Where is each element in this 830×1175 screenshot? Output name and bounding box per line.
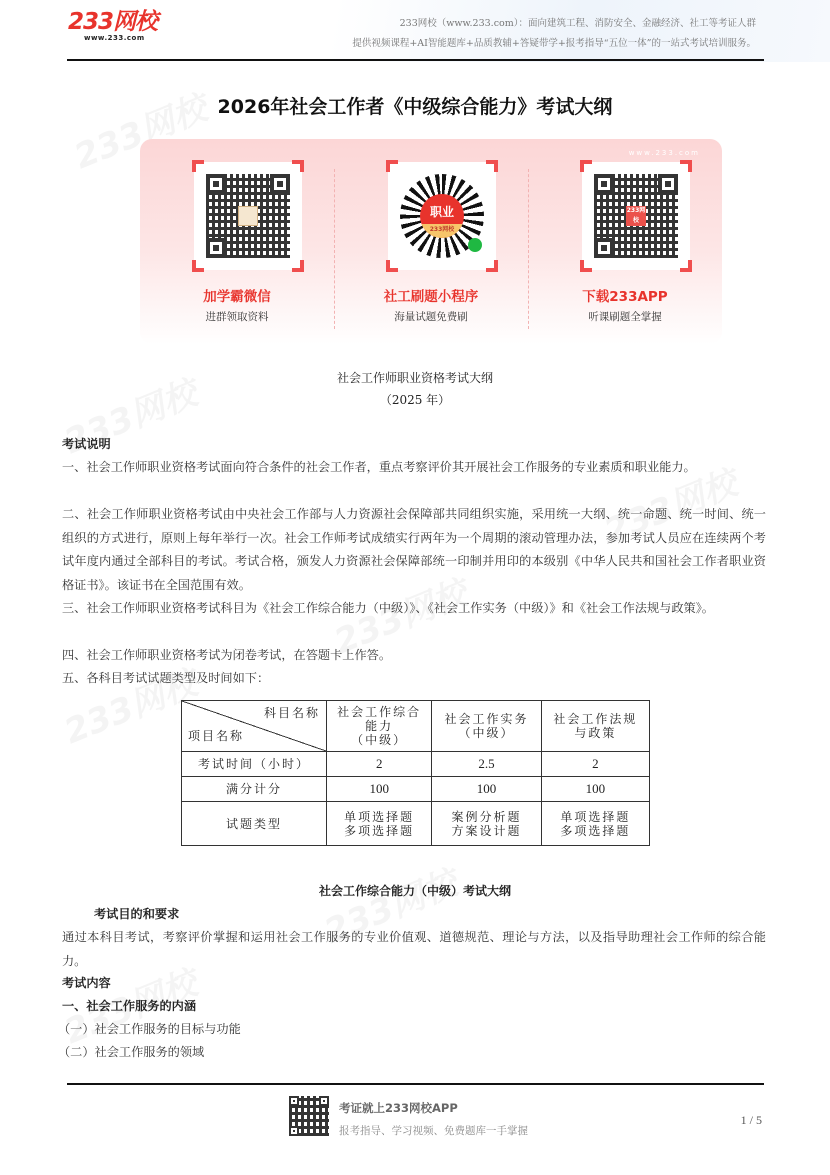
exam-subjects-table — [181, 700, 650, 846]
page-number: 1 / 5 — [740, 1113, 762, 1127]
promo-card-subtitle: 海量试题免费刷 — [394, 311, 468, 323]
logo-url: www.233.com — [84, 34, 145, 42]
promo-card-app[interactable] — [528, 139, 722, 344]
brand-logo[interactable] — [68, 10, 157, 42]
header-divider — [67, 59, 764, 61]
wechat-mini-program-icon — [468, 238, 482, 252]
table-cell: 2.5 — [432, 752, 541, 777]
row-label: 考试时间（小时） — [182, 752, 327, 777]
section-exam-description: 考试说明 — [62, 437, 111, 451]
footer-qr-code[interactable] — [289, 1096, 329, 1136]
promo-card-mini-program[interactable] — [334, 139, 528, 344]
purpose-heading: 考试目的和要求 — [94, 907, 180, 921]
table-cell: 单项选择题 多项选择题 — [541, 802, 649, 846]
content-heading: 考试内容 — [62, 976, 111, 990]
tagline-line-1: 233网校（www.233.com）：面向建筑工程、消防安全、金融经济、社工等考证人群 — [399, 18, 756, 29]
wechat-qr-code[interactable] — [194, 162, 302, 270]
paragraph-3: 三、社会工作师职业资格考试科目为《社会工作综合能力（中级）》、《社会工作实务（中级）》和《社会工作法规与政策》。 — [62, 601, 714, 615]
paragraph-4: 四、社会工作师职业资格考试为闭卷考试，在答题卡上作答。 — [62, 648, 392, 662]
table-cell: 100 — [541, 777, 649, 802]
promo-card-title: 社工刷题小程序 — [383, 289, 479, 305]
app-qr-code[interactable] — [582, 162, 690, 270]
footer-title: 考证就上233网校APP — [339, 1101, 458, 1115]
doc-year: （2025 年） — [379, 393, 451, 407]
mini-program-code-icon — [400, 174, 484, 258]
promo-card-title: 下载233APP — [582, 289, 668, 305]
corner-item-label: 项目名称 — [188, 729, 245, 743]
column-header: 社会工作综合 能力 （中级） — [327, 701, 432, 752]
table-row — [182, 777, 650, 802]
table-cell: 2 — [541, 752, 649, 777]
promo-banner — [140, 139, 722, 344]
table-row — [182, 752, 650, 777]
tagline-line-2: 提供视频课程+AI智能题库+品质教辅+答疑带学+报考指导“五位一体”的一站式考试培训服务。 — [352, 38, 756, 49]
purpose-text: 通过本科目考试，考察评价掌握和运用社会工作服务的专业价值观、道德规范、理论与方法，以及指导助理社会工作师的综合能力。 — [62, 930, 766, 968]
mini-program-code[interactable] — [388, 162, 496, 270]
paragraph-1: 一、社会工作师职业资格考试面向符合条件的社会工作者，重点考察评价其开展社会工作服务的专业素质和职业能力。 — [62, 460, 696, 474]
row-label: 满分计分 — [182, 777, 327, 802]
app-logo-badge: 233网校 — [626, 207, 646, 224]
promo-card-title: 加学霸微信 — [203, 289, 271, 305]
promo-url: www.233.com — [628, 149, 700, 157]
table-cell: 2 — [327, 752, 432, 777]
page-header — [0, 0, 830, 62]
promo-card-subtitle: 听课刷题全掌握 — [588, 311, 662, 323]
table-cell: 100 — [432, 777, 541, 802]
paragraph-2: 二、社会工作师职业资格考试由中央社会工作部与人力资源社会保障部共同组织实施，采用统一大纲、统一命题、统一时间、统一组织的方式进行，原则上每年举行一次。社会工作师考试成绩实行两年为一个周期的滚动管理办法，参加考试人员应在连续两个考试年度内通过全部科目的考试。考试合格，颁发人力资源社会保障部统一印制并用印的本级别《中华人民共和国社会工作者职业资格证书》。该证书在全国范围有效。 — [62, 507, 766, 592]
outline-heading: 社会工作综合能力（中级）考试大纲 — [318, 884, 511, 898]
table-corner-cell — [182, 701, 327, 752]
column-header: 社会工作实务 （中级） — [432, 701, 541, 752]
avatar-icon — [238, 206, 258, 226]
footer-subtitle: 报考指导、学习视频、免费题库一手掌握 — [339, 1125, 528, 1137]
doc-heading: 社会工作师职业资格考试大纲 — [336, 371, 493, 385]
table-cell: 单项选择题 多项选择题 — [327, 802, 432, 846]
outline-item: （二）社会工作服务的领域 — [58, 1045, 205, 1059]
logo-text: 233网校 — [68, 9, 158, 35]
promo-card-wechat[interactable] — [140, 139, 334, 344]
row-label: 试题类型 — [182, 802, 327, 846]
page-title: 2026年社会工作者《中级综合能力》考试大纲 — [217, 96, 613, 118]
table-row — [182, 802, 650, 846]
chapter-1-heading: 一、社会工作服务的内涵 — [62, 999, 197, 1013]
header-tagline — [352, 14, 756, 54]
column-header: 社会工作法规 与政策 — [541, 701, 649, 752]
table-header-row — [182, 701, 650, 752]
footer-divider — [67, 1083, 764, 1085]
qr-code-icon — [594, 174, 678, 258]
qr-code-icon — [206, 174, 290, 258]
paragraph-5: 五、各科目考试试题类型及时间如下： — [62, 671, 270, 685]
mini-program-band: 233网校 — [420, 224, 464, 238]
corner-subject-label: 科目名称 — [263, 706, 320, 720]
mini-program-badge: 职业 — [429, 205, 454, 219]
table-cell: 100 — [327, 777, 432, 802]
table-cell: 案例分析题 方案设计题 — [432, 802, 541, 846]
outline-item: （一）社会工作服务的目标与功能 — [58, 1022, 241, 1036]
promo-card-subtitle: 进群领取资料 — [205, 311, 269, 323]
